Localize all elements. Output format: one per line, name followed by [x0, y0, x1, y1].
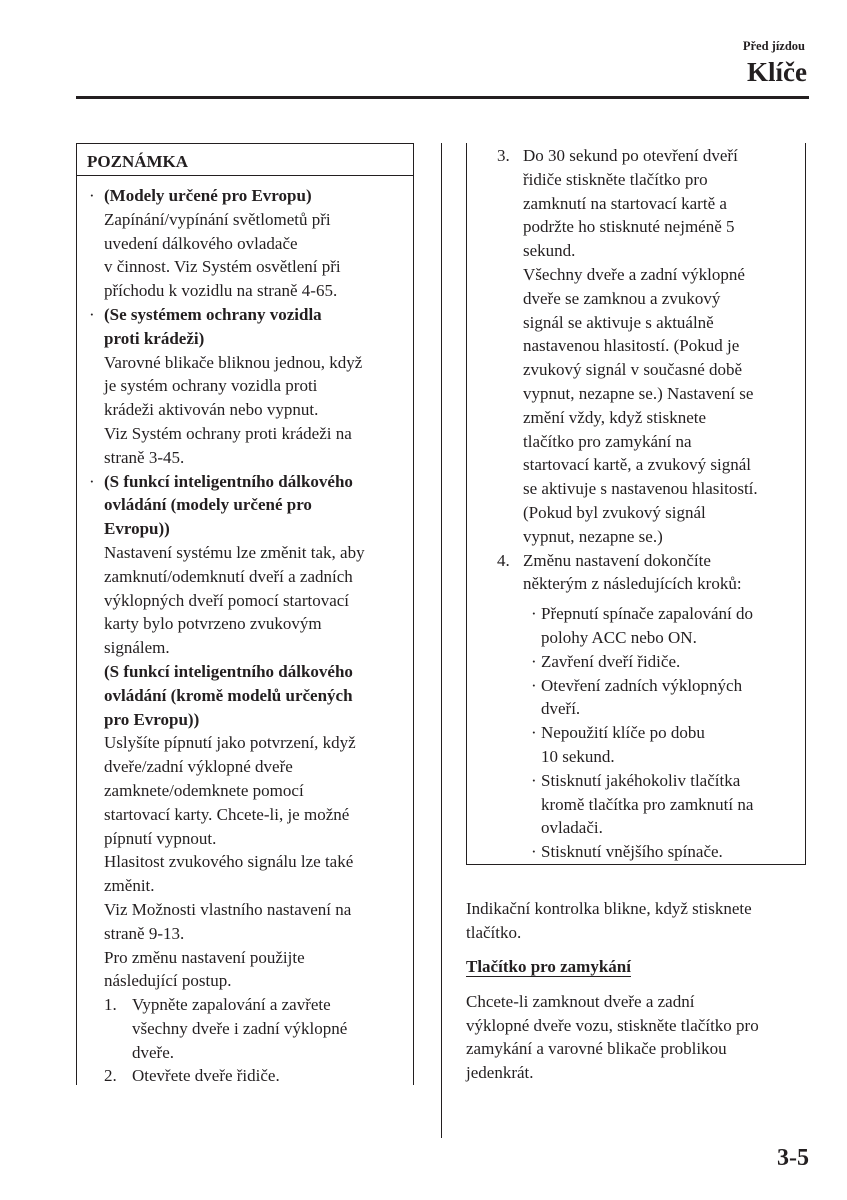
sub-heading: (S funkcí inteligentního dálkového: [104, 661, 353, 681]
option-item: [477, 721, 797, 769]
text-line: Otevřete dveře řidiče.: [132, 1066, 280, 1086]
text-line: 10 sekund.: [541, 746, 615, 766]
text-line: signál se aktivuje s aktuálně: [523, 312, 714, 332]
text-line: Hlasitost zvukového signálu lze také: [104, 852, 354, 872]
text-line: vypnut, nezapne se.): [523, 526, 663, 546]
text-line: Stisknutí jakéhokoliv tlačítka: [541, 770, 741, 790]
bullet: ·: [531, 842, 537, 862]
text-line: řidiče stiskněte tlačítko pro: [523, 169, 708, 189]
note-item-heading: Evropu)): [104, 519, 170, 539]
bullet: ·: [531, 723, 537, 743]
text-line: Otevření zadních výklopných: [541, 675, 743, 695]
text-line: krádeži aktivován nebo vypnut.: [104, 400, 319, 420]
text-line: Přepnutí spínače zapalování do: [541, 604, 753, 624]
header-divider: [76, 96, 809, 99]
bullet: ·: [531, 770, 537, 790]
indicator-paragraph: [466, 897, 811, 945]
text-line: Uslyšíte pípnutí jako potvrzení, když: [104, 733, 356, 753]
step-number: 4.: [497, 550, 510, 570]
text-line: Zapínání/vypínání světlometů při: [104, 209, 331, 229]
section-heading: Tlačítko pro zamykání: [466, 957, 631, 976]
text-line: startovací karty. Chcete-li, je možné: [104, 804, 350, 824]
step-item: [477, 144, 797, 549]
text-line: Chcete-li zamknout dveře a zadní: [466, 991, 695, 1011]
step-item: [477, 549, 797, 597]
note-item-heading: proti krádeži): [104, 328, 205, 348]
lock-button-section: [466, 955, 811, 1085]
text-line: zamknutí na startovací kartě a: [523, 193, 727, 213]
text-line: sekund.: [523, 241, 576, 261]
step-number: 1.: [104, 995, 117, 1015]
text-line: Zavření dveří řidiče.: [541, 651, 681, 671]
text-line: Stisknutí vnějšího spínače.: [541, 842, 723, 862]
text-line: polohy ACC nebo ON.: [541, 627, 697, 647]
sub-heading: ovládání (kromě modelů určených: [104, 685, 353, 705]
sub-heading: pro Evropu)): [104, 709, 200, 729]
bullet: ·: [89, 471, 95, 491]
text-line: všechny dveře i zadní výklopné: [132, 1018, 348, 1038]
option-item: [477, 674, 797, 722]
note-item-heading: ovládání (modely určené pro: [104, 495, 312, 515]
text-line: pípnutí vypnout.: [104, 828, 217, 848]
option-item: [477, 650, 797, 674]
option-item: [477, 769, 797, 840]
bullet: ·: [531, 651, 537, 671]
text-line: Nastavení systému lze změnit tak, aby: [104, 542, 365, 562]
text-line: Indikační kontrolka blikne, když stisknete: [466, 899, 752, 918]
text-line: Nepoužití klíče po dobu: [541, 723, 705, 743]
text-line: Pro změnu nastavení použijte: [104, 947, 305, 967]
step-number: 3.: [497, 146, 510, 165]
note-item-anti-theft: [87, 303, 403, 470]
text-line: výklopné dveře vozu, stiskněte tlačítko pro: [466, 1015, 759, 1035]
option-item: [477, 602, 797, 650]
note-box-continued: [466, 143, 806, 865]
text-line: příchodu k vozidlu na straně 4-65.: [104, 281, 338, 301]
text-line: dveře.: [132, 1042, 175, 1062]
text-line: Viz Systém ochrany proti krádeži na: [104, 423, 352, 443]
text-line: zamknutí/odemknutí dveří a zadních: [104, 566, 353, 586]
text-line: změnit.: [104, 876, 155, 896]
bullet: ·: [89, 186, 95, 205]
text-line: dveře se zamknou a zvukový: [523, 288, 721, 308]
text-line: zvukový signál v současné době: [523, 360, 743, 380]
text-line: (Pokud byl zvukový signál: [523, 502, 706, 522]
text-line: některým z následujících kroků:: [523, 574, 742, 594]
page-number: 3-5: [777, 1145, 809, 1171]
text-line: dveře/zadní výklopné dveře: [104, 757, 293, 777]
bullet: ·: [89, 304, 95, 324]
text-line: se aktivuje s nastavenou hlasitostí.: [523, 479, 758, 499]
note-box: [76, 143, 414, 1085]
text-line: karty bylo potvrzeno zvukovým: [104, 614, 322, 634]
text-line: následující postup.: [104, 971, 232, 991]
text-line: zamknete/odemknete pomocí: [104, 780, 304, 800]
note-item-heading: (S funkcí inteligentního dálkového: [104, 471, 353, 491]
bullet: ·: [531, 604, 537, 624]
text-line: uvedení dálkového ovladače: [104, 233, 298, 253]
text-line: Vypněte zapalování a zavřete: [132, 995, 331, 1015]
text-line: podržte ho stisknuté nejméně 5: [523, 217, 735, 237]
text-line: Viz Možnosti vlastního nastavení na: [104, 899, 352, 919]
text-line: Do 30 sekund po otevření dveří: [523, 146, 738, 165]
text-line: ovladači.: [541, 818, 603, 838]
text-line: dveří.: [541, 699, 581, 719]
text-line: zamykání a varovné blikače problikou: [466, 1039, 727, 1059]
text-line: v činnost. Viz Systém osvětlení při: [104, 257, 341, 277]
step-item: [104, 1064, 403, 1088]
text-line: Všechny dveře a zadní výklopné: [523, 264, 745, 284]
note-item-smart-keyless: [87, 470, 403, 1089]
text-line: signálem.: [104, 638, 170, 658]
bullet: ·: [531, 675, 537, 695]
section-label: Před jízdou: [742, 39, 805, 53]
text-line: tlačítko pro zamykání na: [523, 431, 692, 451]
note-body: [77, 176, 413, 1088]
text-line: kromě tlačítka pro zamknutí na: [541, 794, 754, 814]
text-line: startovací kartě, a zvukový signál: [523, 455, 752, 475]
text-line: je systém ochrany vozidla proti: [104, 376, 318, 396]
text-line: Varovné blikače bliknou jednou, když: [104, 352, 363, 372]
text-line: straně 9-13.: [104, 923, 185, 943]
option-item: [477, 840, 797, 864]
text-line: Změnu nastavení dokončíte: [523, 550, 711, 570]
text-line: jedenkrát.: [466, 1063, 534, 1083]
text-line: straně 3-45.: [104, 447, 185, 467]
text-line: výklopných dveří pomocí startovací: [104, 590, 350, 610]
page-title: Klíče: [747, 57, 807, 87]
text-line: tlačítko.: [466, 922, 522, 942]
column-divider: [441, 143, 442, 1138]
note-item-heading: (Se systémem ochrany vozidla: [104, 304, 322, 324]
text-line: nastavenou hlasitostí. (Pokud je: [523, 336, 740, 356]
step-number: 2.: [104, 1066, 117, 1086]
note-item-heading: (Modely určené pro Evropu): [104, 186, 312, 205]
text-line: změní vždy, když stisknete: [523, 407, 707, 427]
text-line: vypnut, nezapne se.) Nastavení se: [523, 383, 754, 403]
note-title: POZNÁMKA: [77, 144, 413, 176]
step-item: [104, 993, 403, 1064]
note-item-europe-models: [87, 184, 403, 303]
